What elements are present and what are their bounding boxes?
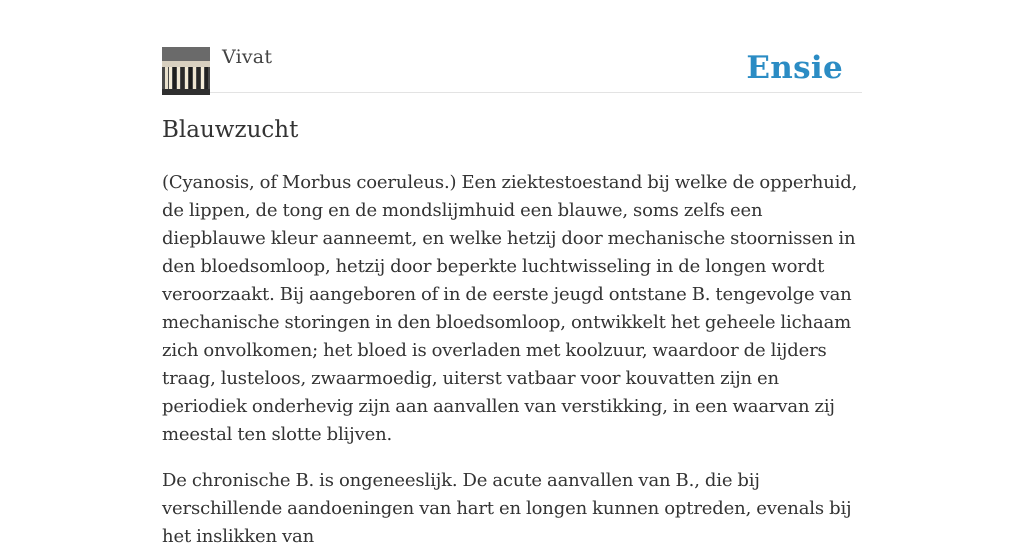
article-paragraph-2: De chronische B. is ongeneeslijk. De acute aanvallen van B., die bij verschillende aandoeningen van hart en longen kunnen optreden, evenals bij het inslikken van: [162, 470, 852, 547]
author-avatar[interactable]: [162, 47, 210, 95]
article-title: Blauwzucht: [162, 117, 299, 143]
author-name[interactable]: Vivat: [222, 46, 273, 68]
article-page: [162, 0, 862, 547]
article-body: [162, 169, 862, 551]
article-paragraph-1: (Cyanosis, of Morbus coeruleus.) Een ziektestoestand bij welke de opperhuid, de lippen, de tong en de mondslijmhuid een blauwe, soms zelfs een diepblauwe kleur aanneemt, en welke hetzij door mechanische stoornissen in den bloedsomloop, hetzij door beperkte luchtwisseling in de longen wordt veroorzaakt. Bij aangeboren of in de eerste jeugd ontstane B. tengevolge van mechanische storingen in den bloedsomloop, ontwikkelt het geheele lichaam zich onvolkomen; het bloed is overladen met koolzuur, waardoor de lijders traag, lusteloos, zwaarmoedig, uiterst vatbaar voor kouvatten zijn en periodiek onderhevig zijn aan aanvallen van verstikking, in een waarvan zij meestal ten slotte blijven.: [162, 172, 858, 445]
book-spines-icon: [162, 47, 210, 95]
brand-logo[interactable]: Ensie: [746, 50, 843, 86]
article-header: [162, 0, 862, 93]
